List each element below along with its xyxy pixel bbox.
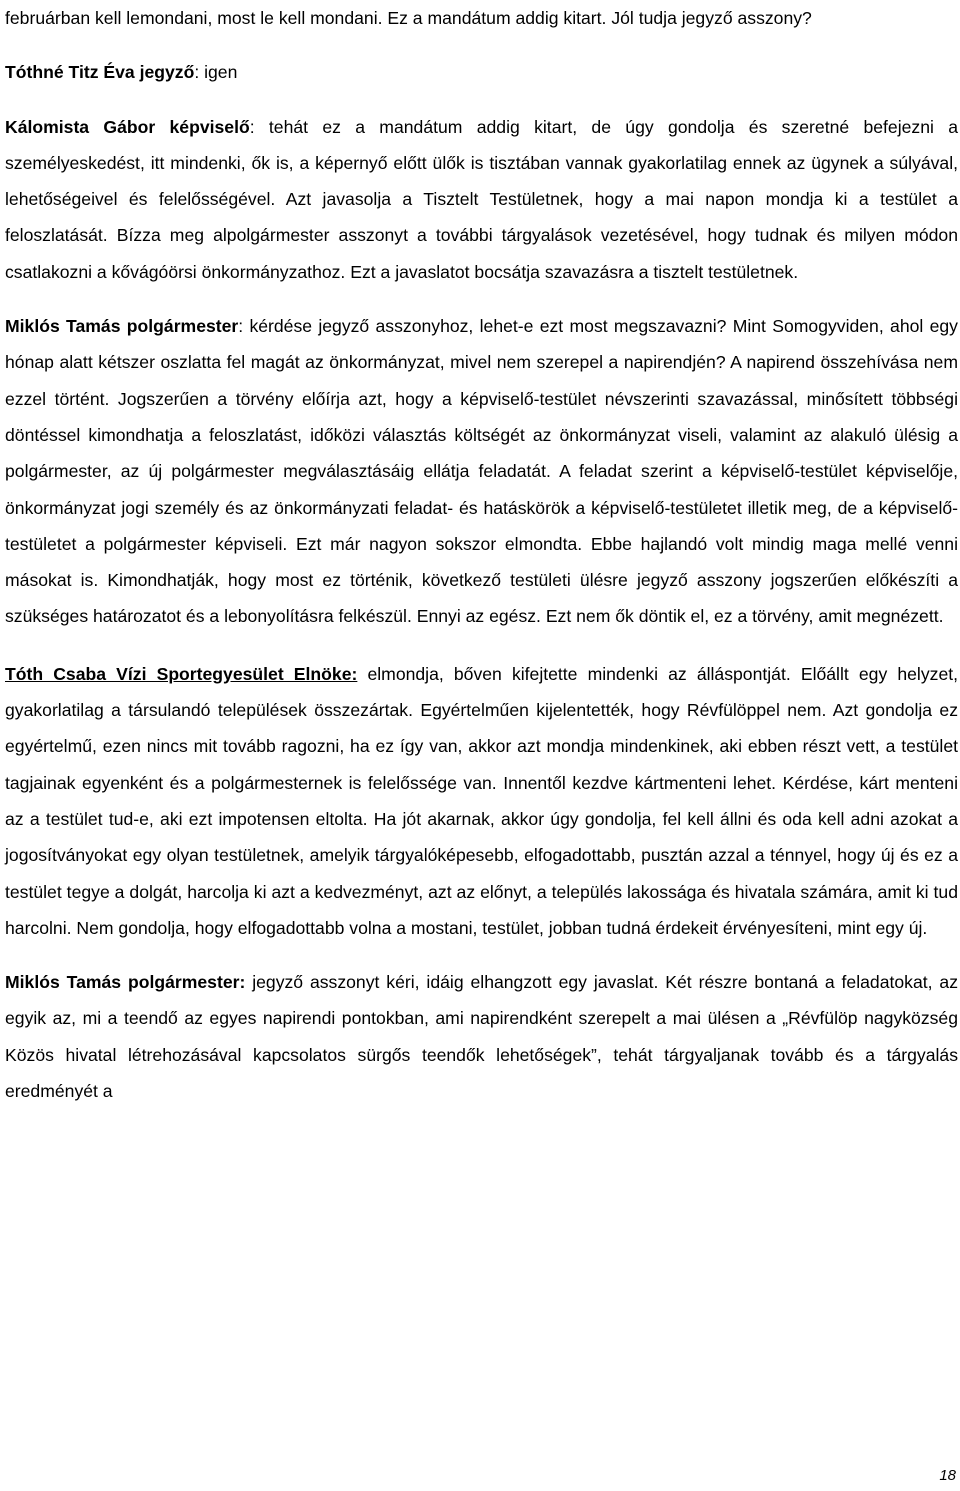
speaker-name: Tóthné Titz Éva jegyző — [5, 62, 195, 83]
paragraph-text: : tehát ez a mandátum addig kitart, de úgy gondolja és szeretné befejezni a személyeskedést, itt mindenki, ők is, a képernyő előtt ülők is tisztában vannak gyakorlatilag ennek az ügynek a súlyával, lehetőségeivel és felelősségével. Azt javasolja a Tisztelt Testületnek, hogy a mai napon mondja ki a testület a feloszlatását. Bízza meg alpolgármester asszonyt a további tárgyalások vezetésével, hogy tudnak és milyen módon csatlakozni a kővágóörsi önkormányzathoz. Ezt a javaslatot bocsátja szavazásra a tisztelt testületnek. — [5, 116, 958, 282]
paragraph-text: : kérdése jegyző asszonyhoz, lehet-e ezt most megszavazni? Mint Somogyviden, ahol egy hónap alatt kétszer oszlatta fel magát az önkormányzat, mivel nem szerepel a napirendjén? A napirend összehívása nem ezzel történt. Jogszerűen a törvény előírja azt, hogy a képviselő-testület névszerinti szavazással, minősített többségi döntéssel kimondhatja a feloszlatást, időközi választás költségét az önkormányzat viseli, valamint az alakuló ülésig a polgármester, az új polgármester megválasztásáig ellátja feladatát. A feladat szerint a képviselő-testület képviselője, önkormányzat jogi személy és az önkormányzati feladat- és hatáskörök a képviselő-testületet illetik meg, de a képviselő-testületet a polgármester képviseli. Ezt már nagyon sokszor elmondta. Ebbe hajlandó volt mindig maga mellé venni másokat is. Kimondhatják, hogy most ez történik, következő testületi ülésre jegyző asszony jogszerűen előkészíti a szükséges határozatot és a lebonyolításra felkészül. Ennyi az egész. Ezt nem ők döntik el, ez a törvény, amit megnézett. — [5, 316, 958, 627]
paragraph-text: : igen — [194, 62, 238, 83]
paragraph-mayor-2 — [5, 964, 958, 1109]
paragraph-mayor-1 — [5, 308, 958, 635]
paragraph-representative — [5, 109, 958, 290]
paragraph-gap — [5, 91, 958, 109]
speaker-name: Tóth Csaba Vízi Sportegyesület Elnöke: — [5, 663, 358, 684]
paragraph-association-president — [5, 656, 958, 946]
paragraph-gap — [5, 290, 958, 308]
paragraph-notary — [5, 54, 958, 90]
page-number: 18 — [939, 1467, 956, 1484]
paragraph-gap — [5, 946, 958, 964]
speaker-name: Miklós Tamás polgármester — [5, 316, 239, 337]
paragraph-text: elmondja, bőven kifejtette mindenki az álláspontját. Előállt egy helyzet, gyakorlatilag a társulandó települések összezártak. Egyértelműen kijelentették, hogy Révfülöppel nem. Azt gondolja ez egyértelmű, ezen nincs mit tovább ragozni, ha ez így van, akkor azt mondja mindenkinek, aki ebben részt vett, a testület tagjainak egyenként és a polgármesternek is felelőssége van. Innentől kezdve kártmenteni lehet. Kérdése, kárt menteni az a testület tud-e, aki ezt impotensen eltolta. Ha jót akarnak, akkor úgy gondolja, fel kell állni és oda kell adni azokat a jogosítványokat egy olyan testületnek, amelyik tárgyalóképesebb, elfogadottabb, pusztán azzal a ténnyel, hogy új és ez a testület tegye a dolgát, harcolja ki azt a kedvezményt, azt az előnyt, a település lakossága és hivatala számára, amit ki tud harcolni. Nem gondolja, hogy elfogadottabb volna a mostani, testület, jobban tudná érdekeit érvényesíteni, mint egy új. — [5, 663, 958, 938]
paragraph-text: jegyző asszonyt kéri, idáig elhangzott egy javaslat. Két részre bontaná a feladatokat, az egyik az, mi a teendő az egyes napirendi pontokban, ami napirendként szerepelt a mai ülésen a „Révfülöp nagyközség Közös hivatal létrehozásával kapcsolatos sürgős teendők lehetőségek”, tehát tárgyaljanak tovább és a tárgyalás eredményét a — [5, 972, 958, 1102]
paragraph-gap — [5, 36, 958, 54]
paragraph-gap — [5, 635, 958, 656]
paragraph-text: februárban kell lemondani, most le kell mondani. Ez a mandátum addig kitart. Jól tudja jegyző asszony? — [5, 8, 812, 28]
document-page — [5, 0, 958, 1109]
speaker-name: Miklós Tamás polgármester: — [5, 972, 246, 993]
paragraph-continuation — [5, 0, 958, 36]
speaker-name: Kálomista Gábor képviselő — [5, 116, 250, 137]
